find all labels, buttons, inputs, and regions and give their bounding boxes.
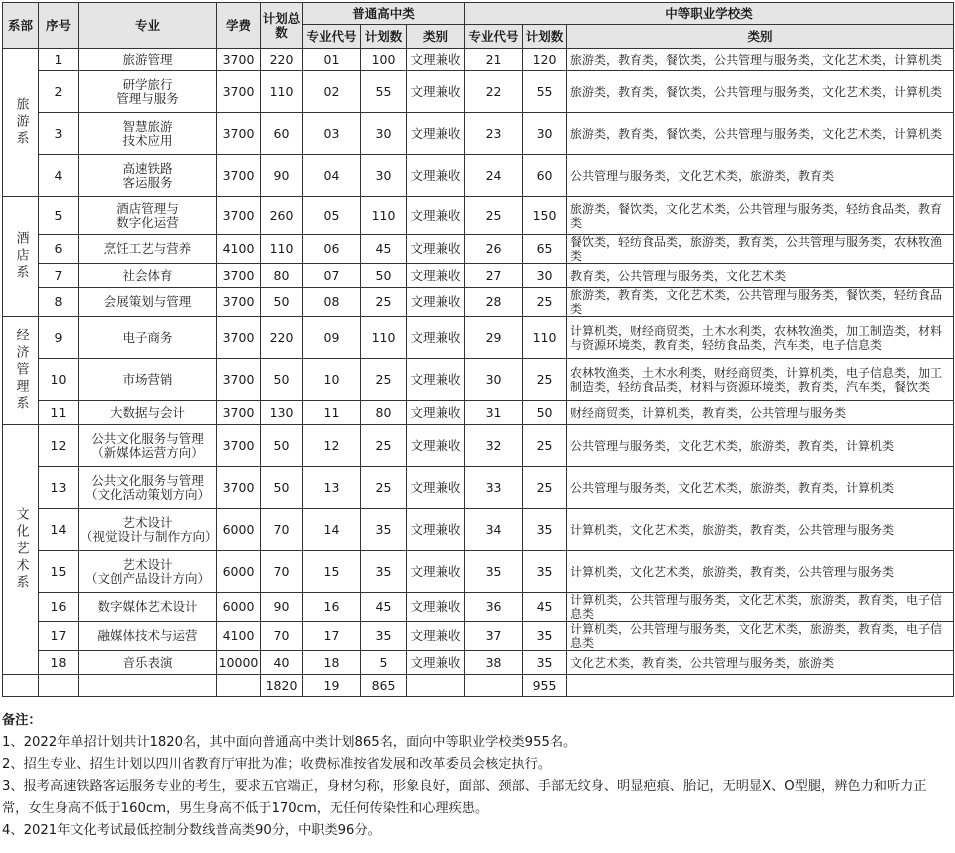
general-code-cell: 04 <box>303 155 361 197</box>
vocational-plan-cell: 110 <box>523 317 567 359</box>
header-vocational-code: 专业代号 <box>465 25 523 49</box>
table-row <box>3 288 954 317</box>
tuition-cell: 3700 <box>217 197 261 235</box>
vocational-categories-cell: 公共管理与服务类，文化艺术类，旅游类，教育类 <box>567 155 954 197</box>
vocational-categories-cell: 公共管理与服务类，文化艺术类，旅游类，教育类，计算机类 <box>567 467 954 509</box>
general-code-cell: 18 <box>303 651 361 675</box>
vocational-plan-total-cell: 955 <box>523 675 567 697</box>
notes-title: 备注： <box>2 713 42 728</box>
general-plan-cell: 45 <box>361 593 407 622</box>
general-code-cell: 05 <box>303 197 361 235</box>
general-plan-cell: 110 <box>361 317 407 359</box>
vocational-code-cell: 28 <box>465 288 523 317</box>
vocational-plan-cell: 65 <box>523 235 567 264</box>
general-plan-cell: 100 <box>361 49 407 71</box>
vocational-code-cell: 27 <box>465 264 523 288</box>
major-cell: 融媒体技术与运营 <box>79 622 217 651</box>
header-vocational-plan: 计划数 <box>523 25 567 49</box>
vocational-code-cell: 31 <box>465 401 523 425</box>
empty-cell <box>79 675 217 697</box>
general-category-cell: 文理兼收 <box>407 651 465 675</box>
vocational-code-cell: 37 <box>465 622 523 651</box>
general-code-cell: 13 <box>303 467 361 509</box>
general-category-cell: 文理兼收 <box>407 509 465 551</box>
vocational-categories-cell: 文化艺术类，教育类，公共管理与服务类，旅游类 <box>567 651 954 675</box>
general-plan-cell: 25 <box>361 467 407 509</box>
major-cell: 市场营销 <box>79 359 217 401</box>
vocational-plan-cell: 25 <box>523 359 567 401</box>
general-category-cell: 文理兼收 <box>407 155 465 197</box>
general-category-cell: 文理兼收 <box>407 467 465 509</box>
vocational-plan-cell: 35 <box>523 651 567 675</box>
vocational-categories-cell: 旅游类，教育类，餐饮类，公共管理与服务类，文化艺术类，计算机类 <box>567 113 954 155</box>
header-department: 系部 <box>3 3 39 49</box>
general-code-cell: 16 <box>303 593 361 622</box>
general-code-cell: 15 <box>303 551 361 593</box>
seq-cell: 5 <box>39 197 79 235</box>
general-category-cell: 文理兼收 <box>407 197 465 235</box>
general-plan-cell: 110 <box>361 197 407 235</box>
header-general-category: 类别 <box>407 25 465 49</box>
tuition-cell: 4100 <box>217 622 261 651</box>
plan-total-cell: 50 <box>261 467 303 509</box>
note-item: 4、2021年文化考试最低控制分数线普高类90分，中职类96分。 <box>2 823 381 838</box>
tuition-cell: 4100 <box>217 235 261 264</box>
vocational-plan-cell: 30 <box>523 113 567 155</box>
vocational-code-cell: 38 <box>465 651 523 675</box>
vocational-categories-cell: 旅游类，教育类，餐饮类，公共管理与服务类，文化艺术类，计算机类 <box>567 71 954 113</box>
general-category-cell: 文理兼收 <box>407 359 465 401</box>
seq-cell: 7 <box>39 264 79 288</box>
general-plan-cell: 30 <box>361 155 407 197</box>
major-cell: 社会体育 <box>79 264 217 288</box>
vocational-plan-cell: 150 <box>523 197 567 235</box>
general-code-cell: 14 <box>303 509 361 551</box>
general-category-cell: 文理兼收 <box>407 622 465 651</box>
tuition-cell: 3700 <box>217 467 261 509</box>
general-plan-cell: 80 <box>361 401 407 425</box>
note-item: 1、2022年单招计划共计1820名，其中面向普通高中类计划865名，面向中等职业学校类955名。 <box>2 735 577 750</box>
vocational-categories-cell: 旅游类，餐饮类，文化艺术类，公共管理与服务类，轻纺食品类，教育类 <box>567 197 954 235</box>
plan-total-cell: 110 <box>261 71 303 113</box>
seq-cell: 18 <box>39 651 79 675</box>
tuition-cell: 3700 <box>217 71 261 113</box>
vocational-plan-cell: 25 <box>523 425 567 467</box>
seq-cell: 3 <box>39 113 79 155</box>
general-category-cell: 文理兼收 <box>407 425 465 467</box>
header-vocational-group: 中等职业学校类 <box>465 3 954 25</box>
general-code-cell: 06 <box>303 235 361 264</box>
table-row <box>3 317 954 359</box>
major-cell: 酒店管理与 数字化运营 <box>79 197 217 235</box>
vocational-code-cell: 21 <box>465 49 523 71</box>
tuition-cell: 6000 <box>217 509 261 551</box>
general-plan-total-cell: 865 <box>361 675 407 697</box>
seq-cell: 10 <box>39 359 79 401</box>
header-plan-total: 计划总数 <box>261 3 303 49</box>
general-category-cell: 文理兼收 <box>407 401 465 425</box>
notes <box>2 710 952 842</box>
plan-total-cell: 220 <box>261 49 303 71</box>
vocational-plan-cell: 35 <box>523 509 567 551</box>
plan-total-cell: 90 <box>261 155 303 197</box>
seq-cell: 17 <box>39 622 79 651</box>
header-tuition: 学费 <box>217 3 261 49</box>
general-code-cell: 01 <box>303 49 361 71</box>
vocational-code-cell: 32 <box>465 425 523 467</box>
table-row <box>3 113 954 155</box>
table-row <box>3 401 954 425</box>
vocational-plan-cell: 25 <box>523 288 567 317</box>
tuition-cell: 3700 <box>217 288 261 317</box>
plan-total-cell: 60 <box>261 113 303 155</box>
table-row <box>3 359 954 401</box>
table-row <box>3 197 954 235</box>
table-row <box>3 71 954 113</box>
major-cell: 会展策划与管理 <box>79 288 217 317</box>
general-code-cell: 09 <box>303 317 361 359</box>
general-category-cell: 文理兼收 <box>407 49 465 71</box>
major-cell: 公共文化服务与管理 （文化活动策划方向） <box>79 467 217 509</box>
plan-total-cell: 40 <box>261 651 303 675</box>
grand-total-cell: 1820 <box>261 675 303 697</box>
tuition-cell: 3700 <box>217 359 261 401</box>
general-plan-cell: 25 <box>361 359 407 401</box>
table-row <box>3 551 954 593</box>
header-general-code: 专业代号 <box>303 25 361 49</box>
vocational-plan-cell: 60 <box>523 155 567 197</box>
vocational-plan-cell: 120 <box>523 49 567 71</box>
general-code-cell: 17 <box>303 622 361 651</box>
general-code-count-cell: 19 <box>303 675 361 697</box>
empty-cell <box>39 675 79 697</box>
totals-row <box>3 675 954 697</box>
plan-total-cell: 50 <box>261 425 303 467</box>
note-item: 2、招生专业、招生计划以四川省教育厅审批为准；收费标准按省发展和改革委员会核定执行。 <box>2 757 552 772</box>
general-category-cell: 文理兼收 <box>407 317 465 359</box>
general-plan-cell: 50 <box>361 264 407 288</box>
general-code-cell: 11 <box>303 401 361 425</box>
table-row <box>3 651 954 675</box>
vocational-code-cell: 29 <box>465 317 523 359</box>
vocational-categories-cell: 计算机类，文化艺术类，旅游类，教育类，公共管理与服务类 <box>567 509 954 551</box>
table-row <box>3 425 954 467</box>
vocational-code-cell: 22 <box>465 71 523 113</box>
vocational-code-cell: 36 <box>465 593 523 622</box>
plan-total-cell: 260 <box>261 197 303 235</box>
vocational-categories-cell: 计算机类，公共管理与服务类，文化艺术类，旅游类，教育类，电子信息类 <box>567 622 954 651</box>
vocational-code-cell: 34 <box>465 509 523 551</box>
general-plan-cell: 35 <box>361 551 407 593</box>
vocational-plan-cell: 50 <box>523 401 567 425</box>
general-category-cell: 文理兼收 <box>407 113 465 155</box>
vocational-plan-cell: 45 <box>523 593 567 622</box>
vocational-code-cell: 30 <box>465 359 523 401</box>
major-cell: 数字媒体艺术设计 <box>79 593 217 622</box>
major-cell: 艺术设计 （文创产品设计方向） <box>79 551 217 593</box>
vocational-plan-cell: 35 <box>523 622 567 651</box>
plan-total-cell: 70 <box>261 622 303 651</box>
plan-total-cell: 50 <box>261 359 303 401</box>
general-category-cell: 文理兼收 <box>407 71 465 113</box>
seq-cell: 1 <box>39 49 79 71</box>
note-item: 3、报考高速铁路客运服务专业的考生，要求五官端正，身材匀称，形象良好，面部、颈部、手部无纹身、明显疤痕、胎记，无明显X、O型腿，辨色力和听力正常，女生身高不低于160cm，男生身高不低于170cm，无任何传染性和心理疾患。 <box>2 779 927 816</box>
plan-total-cell: 220 <box>261 317 303 359</box>
table-row <box>3 235 954 264</box>
major-cell: 电子商务 <box>79 317 217 359</box>
general-plan-cell: 55 <box>361 71 407 113</box>
general-code-cell: 02 <box>303 71 361 113</box>
vocational-categories-cell: 计算机类，文化艺术类，旅游类，教育类，公共管理与服务类 <box>567 551 954 593</box>
seq-cell: 8 <box>39 288 79 317</box>
vocational-categories-cell: 旅游类，教育类，文化艺术类，公共管理与服务类，餐饮类，轻纺食品类 <box>567 288 954 317</box>
vocational-plan-cell: 55 <box>523 71 567 113</box>
general-category-cell: 文理兼收 <box>407 235 465 264</box>
general-category-cell: 文理兼收 <box>407 288 465 317</box>
vocational-plan-cell: 35 <box>523 551 567 593</box>
plan-total-cell: 90 <box>261 593 303 622</box>
general-plan-cell: 25 <box>361 425 407 467</box>
plan-total-cell: 130 <box>261 401 303 425</box>
table-body <box>3 49 954 697</box>
plan-total-cell: 70 <box>261 509 303 551</box>
plan-total-cell: 70 <box>261 551 303 593</box>
general-plan-cell: 35 <box>361 509 407 551</box>
vocational-categories-cell: 教育类，公共管理与服务类，文化艺术类 <box>567 264 954 288</box>
header-general-plan: 计划数 <box>361 25 407 49</box>
header-seq: 序号 <box>39 3 79 49</box>
seq-cell: 16 <box>39 593 79 622</box>
plan-total-cell: 80 <box>261 264 303 288</box>
tuition-cell: 3700 <box>217 49 261 71</box>
department-cell: 经济管理系 <box>3 317 39 425</box>
general-code-cell: 08 <box>303 288 361 317</box>
seq-cell: 4 <box>39 155 79 197</box>
vocational-code-cell: 25 <box>465 197 523 235</box>
general-plan-cell: 45 <box>361 235 407 264</box>
vocational-code-cell: 26 <box>465 235 523 264</box>
general-category-cell: 文理兼收 <box>407 264 465 288</box>
vocational-plan-cell: 30 <box>523 264 567 288</box>
major-cell: 高速铁路 客运服务 <box>79 155 217 197</box>
general-code-cell: 10 <box>303 359 361 401</box>
general-code-cell: 12 <box>303 425 361 467</box>
seq-cell: 14 <box>39 509 79 551</box>
enrollment-plan-table <box>2 2 954 697</box>
major-cell: 旅游管理 <box>79 49 217 71</box>
major-cell: 烹饪工艺与营养 <box>79 235 217 264</box>
department-cell: 酒店系 <box>3 197 39 317</box>
general-code-cell: 03 <box>303 113 361 155</box>
major-cell: 艺术设计 （视觉设计与制作方向） <box>79 509 217 551</box>
table-row <box>3 622 954 651</box>
major-cell: 智慧旅游 技术应用 <box>79 113 217 155</box>
empty-cell <box>465 675 523 697</box>
table-row <box>3 49 954 71</box>
vocational-categories-cell: 计算机类，公共管理与服务类，文化艺术类，旅游类，教育类，电子信息类 <box>567 593 954 622</box>
vocational-categories-cell: 旅游类，教育类，餐饮类，公共管理与服务类，文化艺术类，计算机类 <box>567 49 954 71</box>
plan-total-cell: 50 <box>261 288 303 317</box>
header-general-group: 普通高中类 <box>303 3 465 25</box>
major-cell: 研学旅行 管理与服务 <box>79 71 217 113</box>
general-code-cell: 07 <box>303 264 361 288</box>
vocational-categories-cell: 财经商贸类，计算机类，教育类，公共管理与服务类 <box>567 401 954 425</box>
vocational-categories-cell: 计算机类，财经商贸类，土木水利类，农林牧渔类，加工制造类，材料与资源环境类，教育类，轻纺食品类，汽车类，电子信息类 <box>567 317 954 359</box>
vocational-categories-cell: 农林牧渔类，土木水利类，财经商贸类，计算机类，电子信息类，加工制造类，轻纺食品类，材料与资源环境类，教育类，汽车类，餐饮类 <box>567 359 954 401</box>
table-row <box>3 467 954 509</box>
major-cell: 音乐表演 <box>79 651 217 675</box>
seq-cell: 12 <box>39 425 79 467</box>
empty-cell <box>3 675 39 697</box>
seq-cell: 15 <box>39 551 79 593</box>
general-plan-cell: 5 <box>361 651 407 675</box>
table-row <box>3 593 954 622</box>
general-category-cell: 文理兼收 <box>407 551 465 593</box>
department-cell: 文化艺术系 <box>3 425 39 675</box>
tuition-cell: 3700 <box>217 155 261 197</box>
vocational-plan-cell: 25 <box>523 467 567 509</box>
table-row <box>3 509 954 551</box>
tuition-cell: 3700 <box>217 401 261 425</box>
tuition-cell: 6000 <box>217 593 261 622</box>
vocational-code-cell: 24 <box>465 155 523 197</box>
department-cell: 旅游系 <box>3 49 39 197</box>
plan-total-cell: 110 <box>261 235 303 264</box>
tuition-cell: 3700 <box>217 425 261 467</box>
seq-cell: 13 <box>39 467 79 509</box>
table-row <box>3 264 954 288</box>
seq-cell: 9 <box>39 317 79 359</box>
tuition-cell: 3700 <box>217 317 261 359</box>
seq-cell: 2 <box>39 71 79 113</box>
vocational-code-cell: 33 <box>465 467 523 509</box>
major-cell: 大数据与会计 <box>79 401 217 425</box>
seq-cell: 11 <box>39 401 79 425</box>
tuition-cell: 6000 <box>217 551 261 593</box>
general-plan-cell: 25 <box>361 288 407 317</box>
empty-cell <box>407 675 465 697</box>
seq-cell: 6 <box>39 235 79 264</box>
vocational-categories-cell: 公共管理与服务类，文化艺术类，旅游类，教育类，计算机类 <box>567 425 954 467</box>
vocational-categories-cell: 餐饮类，轻纺食品类，旅游类，教育类，公共管理与服务类，农林牧渔类 <box>567 235 954 264</box>
general-category-cell: 文理兼收 <box>407 593 465 622</box>
general-plan-cell: 35 <box>361 622 407 651</box>
header-vocational-category: 类别 <box>567 25 954 49</box>
general-plan-cell: 30 <box>361 113 407 155</box>
header-major: 专业 <box>79 3 217 49</box>
major-cell: 公共文化服务与管理 （新媒体运营方向） <box>79 425 217 467</box>
empty-cell <box>217 675 261 697</box>
empty-cell <box>567 675 954 697</box>
tuition-cell: 3700 <box>217 113 261 155</box>
vocational-code-cell: 35 <box>465 551 523 593</box>
vocational-code-cell: 23 <box>465 113 523 155</box>
tuition-cell: 3700 <box>217 264 261 288</box>
tuition-cell: 10000 <box>217 651 261 675</box>
table-row <box>3 155 954 197</box>
